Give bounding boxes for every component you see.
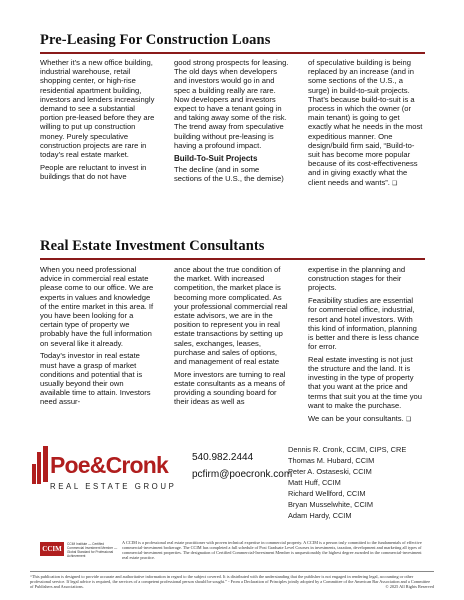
pre-leasing-column-1	[40, 58, 155, 185]
person-name: Bryan Musselwhite, CCIM	[288, 500, 374, 509]
paragraph: People are reluctant to invest in buildings that do not have	[40, 162, 147, 181]
paragraph: ance about the true condition of the market. With increased competition, the market place is becoming more complicated. As your professional commercial real estate advisors, we are in the position to represent you in real estate transactions by setting up sales, exchanges, leases, purchase and sales of options, and management of real estate	[174, 265, 288, 367]
consultants-column-3	[308, 265, 423, 428]
paragraph: Real estate investing is not just the structure and the land. It is investing in the type of property that you want at the price and terms that suit you at the time you want to make the purchase.	[308, 354, 422, 410]
paragraph: When you need professional advice in commercial real estate please come to our office. We are experts in values and knowledge of the entire market in this area. If you have been looking for a certain type of property we probably have the full information on several like it already.	[40, 265, 154, 348]
email-link[interactable]: pcfirm@poecronk.com	[192, 469, 293, 480]
person-name: Matt Huff, CCIM	[288, 478, 341, 487]
legal-disclaimer	[30, 574, 434, 590]
paragraph	[308, 58, 423, 189]
paragraph: The decline (and in some sections of the U.S., the demise)	[174, 164, 284, 183]
ccim-description: A CCIM is a professional real estate practitioner with proven technical expertise in commercial property. A CCIM is a person truly committed to the fundamentals of effective commercial-investment brokerage. The CCIM has completed a full schedule of Post Graduate Level Courses in investments, taxation, development and marketing all types of commercial-investment properties. The designation of Certified Commercial-Investment Member is unquestionably the highest degree awarded in the commercial-investment real estate practice.	[122, 540, 422, 561]
skyline-icon	[32, 444, 48, 484]
logo-name: Poe&Cronk	[50, 452, 169, 478]
end-mark-icon: ❑	[392, 180, 398, 187]
person-name: Dennis R. Cronk, CCIM, CIPS, CRE	[288, 445, 407, 454]
ccim-institute-label: CCIM Institute — Certified Commercial Investment Member — Global Standard for Professional Achievement	[67, 542, 118, 558]
subheading-build-to-suit: Build-To-Suit Projects	[174, 153, 258, 163]
pre-leasing-column-2	[174, 58, 289, 187]
consultants-column-2	[174, 265, 289, 410]
paragraph: expertise in the planning and construction stages for their projects.	[308, 265, 406, 293]
section-title-pre-leasing: Pre-Leasing For Construction Loans	[40, 32, 271, 48]
ccim-logo: CCIM	[40, 542, 64, 556]
copyright: © 2025 All Rights Reserved	[385, 584, 434, 590]
end-mark-icon: ❑	[405, 416, 412, 423]
phone-number[interactable]: 540.982.2444	[192, 452, 254, 463]
consultants-column-1	[40, 265, 155, 410]
paragraph: good strong prospects for leasing. The old days when developers and investors would go in and spec a building really are rare. Now developers and investors expect to have a tenant going in and taking away some of the risk. The trend away from speculative building without pre-leasing is having a profound impact.	[174, 58, 289, 150]
pre-leasing-column-3	[308, 58, 423, 192]
disclaimer-text: “This publication is designed to provide accurate and authoritative information in regard to the subject covered. It is distributed with the understanding that the publisher is not engaged in rendering legal, accounting or other professional service. If legal advice is required, the services of a competent professional person should be sought.” - From a Declaration of Principles jointly adopted by a Committee of the American Bar Association and a Committee of Publishers and Associations.	[30, 574, 430, 590]
closing-text: We can be your consultants.	[308, 413, 404, 423]
section-rule	[40, 52, 425, 54]
paragraph	[308, 414, 423, 425]
paragraph: Whether it’s a new office building, industrial warehouse, retail shopping center, or high-rise residential apartment building, investors and lenders increasingly demand to see a substantial portion pre-leased before they are willing to put up construction money. Purely speculative construction projects are rare in today’s real estate market.	[40, 58, 155, 160]
person-name: Thomas M. Hubard, CCIM	[288, 456, 375, 465]
person-name: Adam Hardy, CCIM	[288, 511, 352, 520]
person-name: Peter A. Ostaseski, CCIM	[288, 467, 372, 476]
paragraph-text: of speculative building is being replaced by an increase (and in some sections of the U.S., a surge) in build-to-suit projects. That’s because build-to-suit is a process in which the owner (or main tenant) is going to get exactly what he needs in the most expeditious manner. One design/build firm said, “Build-to-suit has become more popular because of its cost-effectiveness and in giving exactly what the client needs and wants”.	[308, 58, 423, 187]
logo-subtitle: REAL ESTATE GROUP	[50, 482, 177, 491]
paragraph: Feasibility studies are essential for commercial office, industrial, resort and hotel investors. With this kind of information, planning is better and there is less chance for error.	[308, 296, 420, 352]
section-title-consultants: Real Estate Investment Consultants	[40, 238, 265, 254]
person-name: Richard Wellford, CCIM	[288, 489, 366, 498]
paragraph: Today’s investor in real estate must have a grasp of market conditions and potential that is usually beyond their own available time to attain. Investors need assur-	[40, 351, 151, 407]
paragraph: More investors are turning to real estate consultants as a means of providing a sounding board for their ideas as well as	[174, 369, 286, 407]
people-list	[288, 444, 406, 521]
section-rule	[40, 258, 425, 260]
footer-divider	[30, 571, 434, 572]
